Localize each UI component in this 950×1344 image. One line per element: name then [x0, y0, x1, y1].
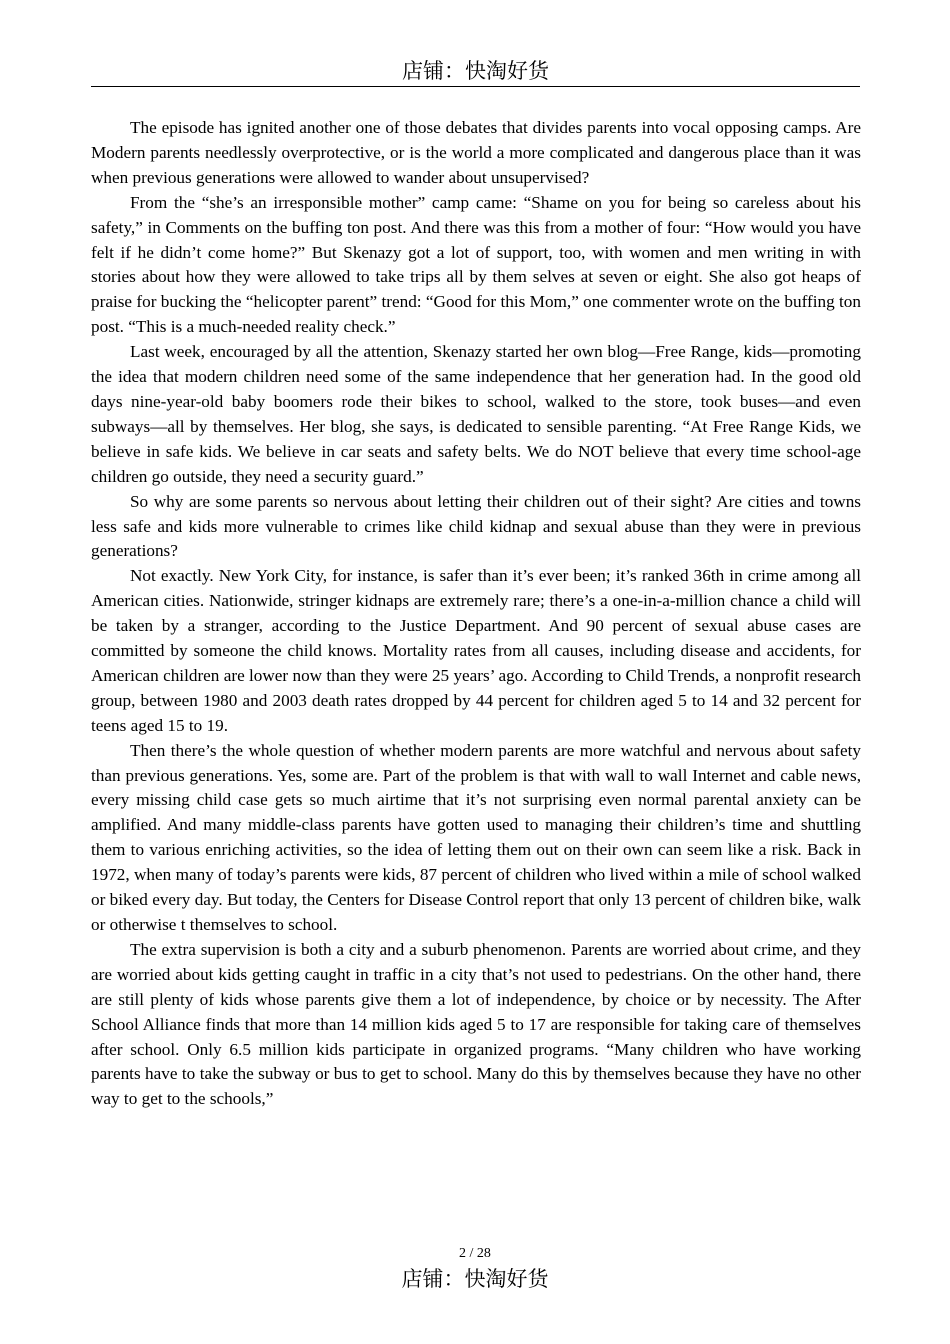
paragraph-3: Last week, encouraged by all the attention, Skenazy started her own blog—Free Range, kids—promoting the idea that modern children need some of the same independence that her generation had. In the good old days nine-year-old baby boomers rode their bikes to school, walked to the store, took buses—and even subways—all by themselves. Her blog, she says, is dedicated to sensible parenting. “At Free Range Kids, we believe in safe kids. We believe in car seats and safety belts. We do NOT believe that every time school-age children go outside, they need a security guard.” [91, 342, 861, 486]
paragraph-2: From the “she’s an irresponsible mother” camp came: “Shame on you for being so careless about his safety,” in Comments on the buffing ton post. And there was this from a mother of four: “How would you have felt if he didn’t come home?” But Skenazy got a lot of support, too, with women and men writing in with stories about how they were allowed to take trips all by them selves at seven or eight. She also got heaps of praise for bucking the “helicopter parent” trend: “Good for this Mom,” one commenter wrote on the buffing ton post. “This is a much-needed reality check.” [91, 192, 861, 337]
header-divider [91, 86, 860, 87]
paragraph-6: Then there’s the whole question of whether modern parents are more watchful and nervous about safety than previous generations. Yes, some are. Part of the problem is that with wall to wall Internet and cable news, every missing child case gets so much airtime that it’s not surprising even normal parental anxiety can be amplified. And many middle-class parents have gotten used to managing their children’s time and shuttling them to various enriching activities, so the idea of letting them out on their own can seem like a risk. Back in 1972, when many of today’s parents were kids, 87 percent of children who lived within a mile of school walked or biked every day. But today, the Centers for Disease Control report that only 13 percent of children bike, walk or otherwise t themselves to school. [91, 740, 861, 934]
paragraph-4: So why are some parents so nervous about letting their children out of their sight? Are cities and towns less safe and kids more vulnerable to crimes like child kidnap and sexual abuse than they were in previous generations? [91, 491, 861, 561]
document-body [91, 116, 861, 1112]
paragraph-1: The episode has ignited another one of those debates that divides parents into vocal opposing camps. Are Modern parents needlessly overprotective, or is the world a more complicated and dangerous place than it was when previous generations were allowed to wander about unsupervised? [91, 118, 861, 187]
paragraph-7: The extra supervision is both a city and a suburb phenomenon. Parents are worried about crime, and they are worried about kids getting caught in traffic in a city that’s not used to pedestrians. On the other hand, there are still plenty of kids whose parents give them a lot of independence, by choice or by necessity. The After School Alliance finds that more than 14 million kids aged 5 to 17 are responsible for taking care of themselves after school. Only 6.5 million kids participate in organized programs. “Many children who have working parents have to take the subway or bus to get to school. Many do this by themselves because they have no other way to get to the schools,” [91, 939, 861, 1109]
page-number: 2 / 28 [459, 1246, 491, 1261]
page-header: 店铺：快淘好货 [402, 59, 549, 83]
page-footer: 店铺：快淘好货 [401, 1267, 549, 1291]
paragraph-5: Not exactly. New York City, for instance, is safer than it’s ever been; it’s ranked 36th in crime among all American cities. Nationwide, stringer kidnaps are extremely rare; there’s a one-in-a-million chance a child will be taken by a stranger, according to the Justice Department. And 90 percent of sexual abuse cases are committed by someone the child knows. Mortality rates from all causes, including disease and accidents, for American children are lower now than they were 25 years’ ago. According to Child Trends, a nonprofit research group, between 1980 and 2003 death rates dropped by 44 percent for children aged 5 to 14 and 32 percent for teens aged 15 to 19. [91, 566, 861, 735]
